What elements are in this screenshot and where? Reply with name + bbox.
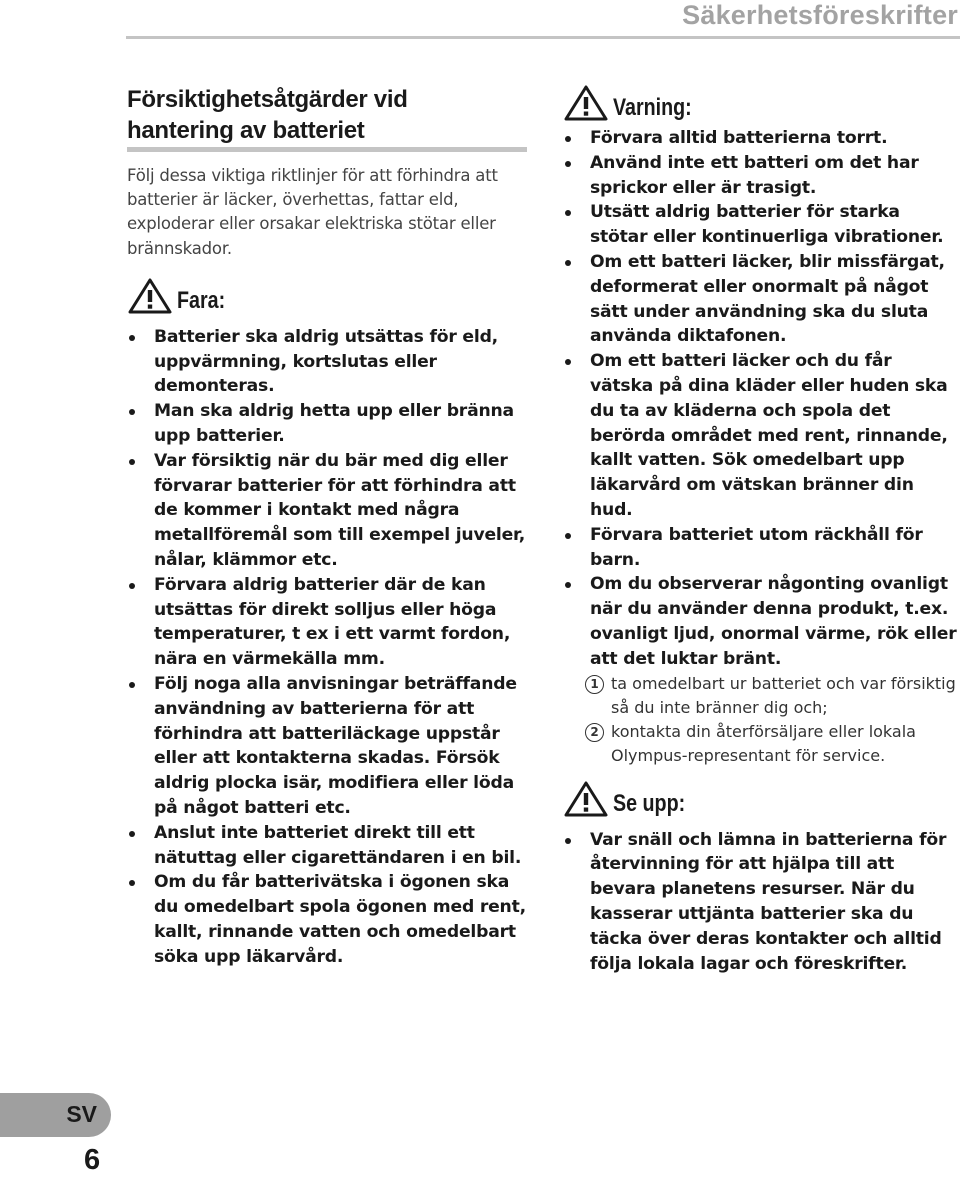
bullet-icon	[565, 161, 571, 167]
warning-triangle-icon	[563, 84, 609, 122]
language-code: SV	[66, 1101, 97, 1127]
danger-list	[127, 325, 527, 970]
list-item	[127, 672, 527, 821]
list-item	[563, 349, 960, 523]
step-number-icon: 2	[585, 723, 604, 742]
bullet-icon	[129, 880, 135, 886]
header-divider	[126, 36, 960, 39]
warning-heading	[563, 82, 960, 122]
step-number-icon: 1	[585, 675, 604, 694]
step-text: ta omedelbart ur batteriet och var försiktig så du inte bränner dig och;	[611, 673, 956, 717]
section-title-line-1: Försiktighetsåtgärder vid	[127, 86, 408, 113]
list-item	[127, 821, 527, 871]
warning-triangle-icon	[563, 780, 609, 818]
danger-heading	[127, 275, 527, 315]
list-item-text: Var försiktig när du bär med dig eller förvarar batterier för att förhindra att de kommer i kontakt med några metallföremål som till exempel juveler, nålar, klämmor etc.	[154, 450, 526, 570]
list-item	[127, 449, 527, 573]
bullet-icon	[565, 533, 571, 539]
list-item-text: Använd inte ett batteri om det har sprickor eller är trasigt.	[590, 152, 919, 198]
caution-list	[563, 828, 960, 977]
list-item-text: Förvara batteriet utom räckhåll för barn.	[590, 524, 923, 570]
step-text: kontakta din återförsäljare eller lokala Olympus-representant för service.	[611, 721, 916, 765]
warning-list	[563, 126, 960, 672]
list-item-text: Anslut inte batteriet direkt till ett nätuttag eller cigarettändaren i en bil.	[154, 822, 522, 868]
bullet-icon	[565, 359, 571, 365]
bullet-icon	[565, 260, 571, 266]
list-item-text: Utsätt aldrig batterier för starka stötar eller kontinuerliga vibrationer.	[590, 202, 944, 248]
bullet-icon	[129, 459, 135, 465]
step-item	[585, 672, 960, 720]
list-item	[563, 572, 960, 671]
bullet-icon	[129, 335, 135, 341]
list-item-text: Följ noga alla anvisningar beträffande användning av batterierna för att förhindra att batteriläckage uppstår eller att kontakterna skadas. Försök aldrig plocka isär, modifiera eller löda på något batteri etc.	[154, 673, 517, 818]
list-item-text: Om du observerar någonting ovanligt när du använder denna produkt, t.ex. ovanligt ljud, onormal värme, rök eller att det luktar bränt.	[590, 574, 957, 669]
list-item-text: Om ett batteri läcker och du får vätska på dina kläder eller huden ska du ta av kläderna och spola det berörda området med rent, rinnande, kallt vatten. Sök omedelbart upp läkarvård om vätskan bränner din hud.	[590, 351, 948, 520]
list-item-text: Man ska aldrig hetta upp eller bränna upp batterier.	[154, 401, 514, 446]
bullet-icon	[565, 582, 571, 588]
list-item	[563, 828, 960, 977]
list-item	[563, 250, 960, 349]
danger-label: Fara:	[177, 286, 226, 314]
list-item	[127, 870, 527, 969]
bullet-icon	[129, 409, 135, 415]
title-divider	[127, 147, 527, 152]
list-item	[127, 325, 527, 399]
intro-paragraph: Följ dessa viktiga riktlinjer för att förhindra att batterier är läcker, överhettas, fattar eld, exploderar eller orsakar elektriska stötar eller brännskador.	[127, 166, 498, 258]
warning-label: Varning:	[613, 94, 692, 121]
list-item	[127, 399, 527, 449]
page-header-title: Säkerhetsföreskrifter	[682, 0, 958, 30]
section-title-line-2: hantering av batteriet	[127, 117, 365, 144]
list-item	[563, 126, 960, 151]
list-item-text: Var snäll och lämna in batterierna för återvinning för att hjälpa till att bevara planetens resurser. När du kasserar uttjänta batterier ska du täcka över deras kontakter och alltid följa lokala lagar och föreskrifter.	[590, 829, 947, 974]
list-item-text: Om du får batterivätska i ögonen ska du omedelbart spola ögonen med rent, kallt, rinnande vatten och omedelbart söka upp läkarvård.	[154, 872, 526, 967]
language-badge	[0, 1093, 111, 1137]
list-item	[563, 200, 960, 250]
bullet-icon	[129, 583, 135, 589]
section-title	[127, 84, 527, 146]
warning-triangle-icon	[127, 277, 173, 315]
left-column	[127, 84, 527, 970]
bullet-icon	[565, 136, 571, 142]
bullet-icon	[565, 838, 571, 844]
list-item	[563, 151, 960, 201]
bullet-icon	[129, 682, 135, 688]
list-item-text: Förvara alltid batterierna torrt.	[590, 128, 888, 148]
list-item-text: Om ett batteri läcker, blir missfärgat, deformerat eller onormalt på något sätt under användning ska du sluta använda diktafonen.	[590, 251, 945, 347]
list-item-text: Batterier ska aldrig utsättas för eld, uppvärmning, kortslutas eller demonteras.	[154, 326, 499, 397]
list-item	[127, 573, 527, 672]
step-item	[585, 720, 960, 768]
right-column	[563, 82, 960, 976]
caution-label: Se upp:	[613, 789, 686, 817]
list-item-text: Förvara aldrig batterier där de kan utsättas för direkt solljus eller höga temperaturer, t ex i ett varmt fordon, nära en värmekälla mm.	[154, 574, 511, 670]
page-number: 6	[84, 1144, 101, 1176]
bullet-icon	[565, 210, 571, 216]
caution-heading	[563, 778, 960, 818]
steps-list	[563, 672, 960, 768]
list-item	[563, 523, 960, 573]
bullet-icon	[129, 831, 135, 837]
